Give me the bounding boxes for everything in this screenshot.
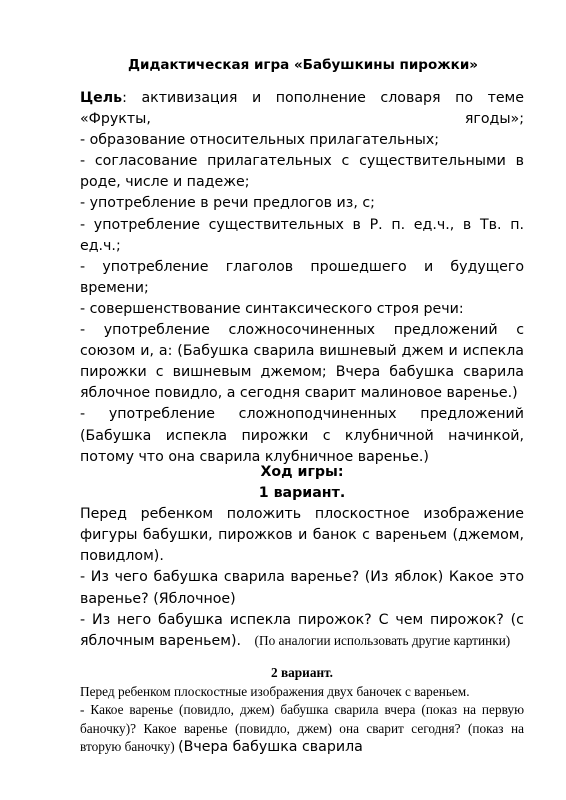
goal-item: - употребление сложноподчиненных предложений (Бабушка испекла пирожки с клубничной начинкой, потому что она сварила клубничное варенье.) <box>80 406 524 465</box>
goal-item: - употребление существительных в Р. п. ед.ч., в Тв. п. ед.ч.; <box>80 216 524 254</box>
goal-item: - согласование прилагательных с существительными в роде, числе и падеже; <box>80 153 524 191</box>
goal-text: : активизация и пополнение словаря по теме «Фрукты, ягоды»; <box>80 90 524 128</box>
variant2-intro: Перед ребенком плоскостные изображения двух баночек с вареньем. <box>80 683 470 699</box>
goals-section <box>80 88 524 468</box>
goal-item: - употребление в речи предлогов из, с; <box>80 195 375 212</box>
game-section <box>80 462 524 652</box>
variant1-question: - Из чего бабушка сварила варенье? (Из яблок) Какое это варенье? (Яблочное) <box>80 569 524 607</box>
goal-item: - образование относительных прилагательных; <box>80 132 439 149</box>
variant2-question-text: - Какое варенье (повидло, джем) бабушка сварила вчера (показ на первую баночку)? Какое варенье (повидло, джем) она сварит сегодня? (показ на вторую баночку) <box>80 702 524 754</box>
goal-item: - совершенствование синтаксического строя речи: <box>80 300 464 317</box>
variant2-section <box>80 664 524 757</box>
goal-paragraph <box>80 88 524 130</box>
goal-item: - употребление глаголов прошедшего и будущего времени; <box>80 258 524 296</box>
document-title: Дидактическая игра «Бабушкины пирожки» <box>127 57 479 73</box>
variant2-heading: 2 вариант. <box>270 665 334 680</box>
variant2-question <box>80 701 524 757</box>
variant1-heading: 1 вариант. <box>258 485 346 502</box>
variant1-question-text: - Из него бабушка испекла пирожок? С чем пирожок? (с яблочным вареньем). <box>80 611 524 649</box>
goal-label: Цель <box>80 90 123 106</box>
game-heading: Ход игры: <box>260 464 344 480</box>
variant1-intro: Перед ребенком положить плоскостное изображение фигуры бабушки, пирожков и банок с вареньем (джемом, повидлом). <box>80 506 524 565</box>
variant1-question <box>80 610 524 652</box>
variant2-answer-start: (Вчера бабушка сварила <box>178 739 363 755</box>
variant1-note: (По аналогии использовать другие картинки) <box>254 632 511 648</box>
goal-item: - употребление сложносочиненных предложений с союзом и, а: (Бабушка сварила вишневый джем и испекла пирожки с вишневым джемом; Вчера бабушка сварила яблочное повидло, а сегодня сварит малиновое варенье.) <box>80 322 524 402</box>
